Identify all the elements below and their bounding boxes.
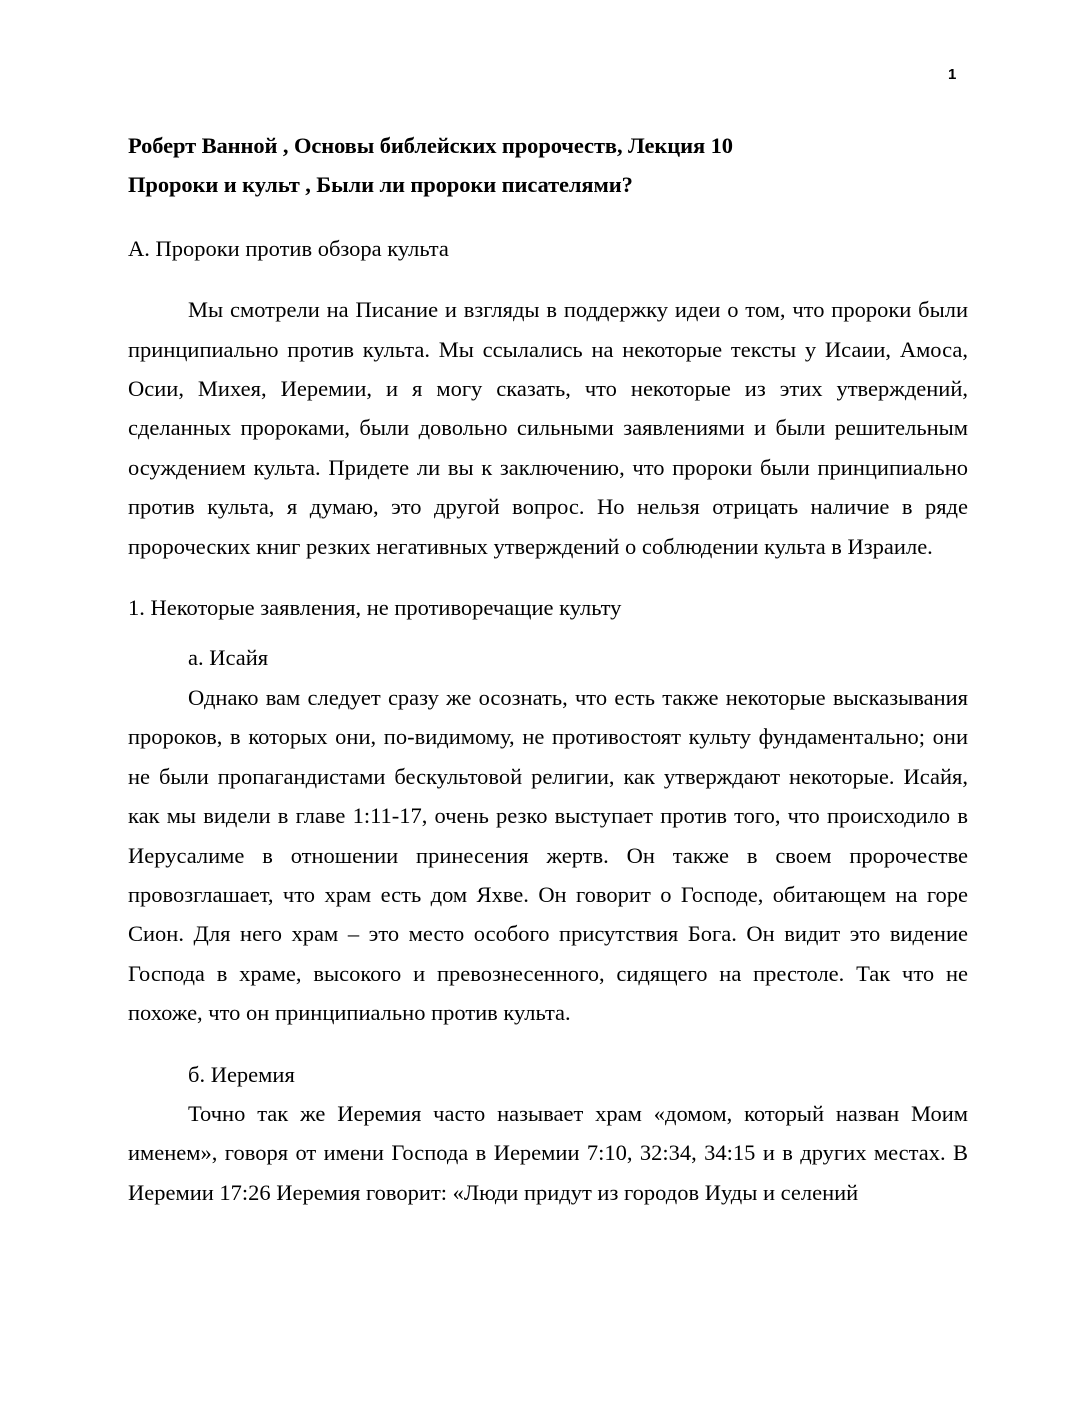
subsection-isaiah-heading: а. Исайя <box>188 645 269 671</box>
section-1-heading: 1. Некоторые заявления, не противоречащие культу <box>128 595 622 621</box>
document-body <box>128 126 968 1212</box>
section-a-heading: А. Пророки против обзора культа <box>128 235 449 261</box>
paragraph-isaiah: Однако вам следует сразу же осознать, что есть также некоторые высказывания пророков, в которых они, по-видимому, не противостоят культу фундаментально; они не были пропагандистами бескультовой религии, как утверждают некоторые. Исайя, как мы видели в главе 1:11-17, очень резко выступает против того, что происходило в Иерусалиме в отношении принесения жертв. Он также в своем пророчестве провозглашает, что храм есть дом Яхве. Он говорит о Господе, обитающем на горе Сион. Для него храм – это место особого присутствия Бога. Он видит это видение Господа в храме, высокого и превознесенного, сидящего на престоле. Так что не похоже, что он принципиально против культа. <box>128 684 968 1026</box>
paragraph-intro: Мы смотрели на Писание и взгляды в поддержку идеи о том, что пророки были принципиально против культа. Мы ссылались на некоторые тексты у Исаии, Амоса, Осии, Михея, Иеремии, и я могу сказать, что некоторые из этих утверждений, сделанных пророками, были довольно сильными заявлениями и были решительным осуждением культа. Придете ли вы к заключению, что пророки были принципиально против культа, я думаю, это другой вопрос. Но нельзя отрицать наличие в ряде пророческих книг резких негативных утверждений о соблюдении культа в Израиле. <box>128 297 968 559</box>
subsection-jeremiah-heading: б. Иеремия <box>188 1061 295 1087</box>
paragraph-jeremiah: Точно так же Иеремия часто называет храм «домом, который назван Моим именем», говоря от имени Господа в Иеремии 7:10, 32:34, 34:15 и в других местах. В Иеремии 17:26 Иеремия говорит: «Люди придут из городов Иуды и селений <box>128 1100 968 1205</box>
document-subtitle: Пророки и культ , Были ли пророки писателями? <box>128 172 633 198</box>
document-title: Роберт Ванной , Основы библейских пророчеств, Лекция 10 <box>128 133 733 158</box>
page-number: 1 <box>948 66 957 83</box>
